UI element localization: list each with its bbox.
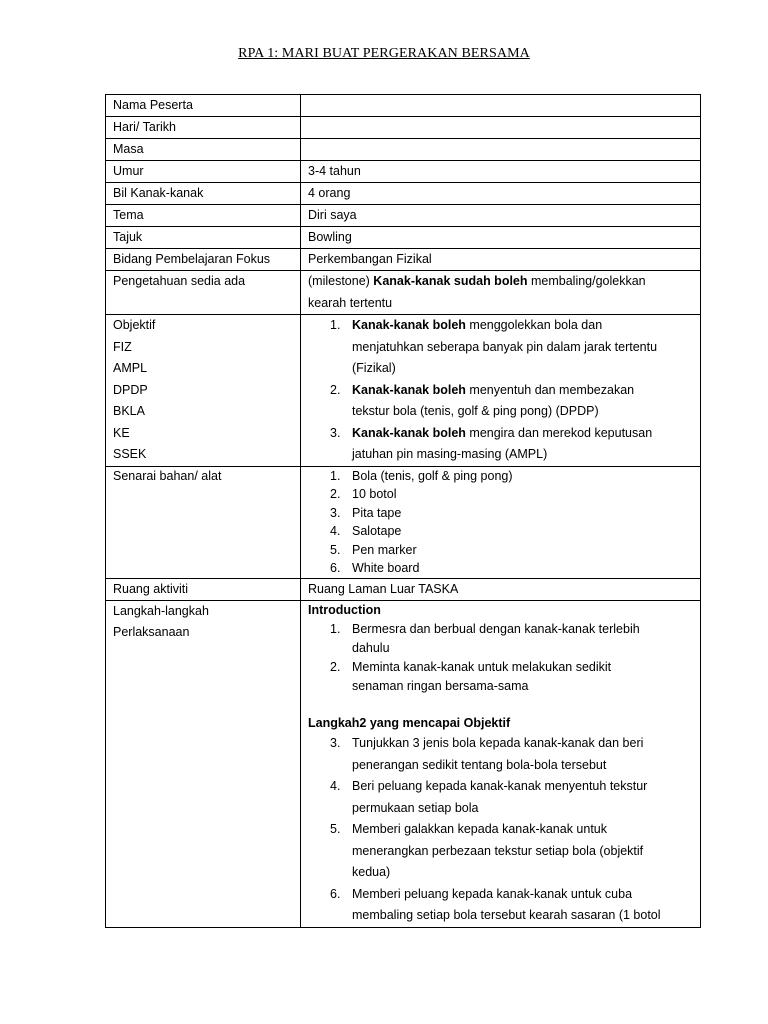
field-label: Bil Kanak-kanak: [106, 183, 301, 205]
materials-label: Senarai bahan/ alat: [106, 466, 301, 579]
field-label: Tema: [106, 205, 301, 227]
step-item: 1. Bermesra dan berbual dengan kanak-kanak terlebih dahulu: [330, 622, 640, 656]
objectives-row: [106, 315, 701, 467]
form-row: [106, 249, 701, 271]
material-item: 4. Salotape: [330, 524, 402, 539]
objective-item: 3. Kanak-kanak boleh mengira dan merekod keputusan jatuhan pin masing-masing (AMPL): [330, 425, 653, 461]
steps-label: Langkah-langkah Perlaksanaan: [106, 601, 301, 928]
document-title: RPA 1: MARI BUAT PERGERAKAN BERSAMA: [238, 46, 530, 61]
field-value: Bowling: [301, 227, 701, 249]
form-row: [106, 117, 701, 139]
objective-item: 1. Kanak-kanak boleh menggolekkan bola dan menjatuhkan seberapa banyak pin dalam jarak tertentu (Fizikal): [330, 318, 658, 375]
step-item: 5. Memberi galakkan kepada kanak-kanak untuk menerangkan perbezaan tekstur setiap bola (objektif kedua): [330, 822, 644, 880]
materials-row: [106, 466, 701, 579]
material-item: 3. Pita tape: [330, 505, 402, 520]
field-label: Bidang Pembelajaran Fokus: [106, 249, 301, 271]
material-item: 6. White board: [330, 561, 420, 576]
step-item: 6. Memberi peluang kepada kanak-kanak untuk cuba membaling setiap bola tersebut kearah sasaran (1 botol: [330, 886, 661, 923]
steps-cell: [301, 601, 701, 928]
form-row: [106, 227, 701, 249]
objectives-list-cell: [301, 315, 701, 467]
field-label: Masa: [106, 139, 301, 161]
form-row: [106, 95, 701, 117]
field-value: Perkembangan Fizikal: [301, 249, 701, 271]
activity-space-label: Ruang aktiviti: [106, 579, 301, 601]
field-value: [301, 95, 701, 117]
lesson-plan-table: [105, 94, 701, 928]
objective-item: 2. Kanak-kanak boleh menyentuh dan membezakan tekstur bola (tenis, golf & ping pong) (DPDP): [330, 382, 635, 418]
form-row: [106, 161, 701, 183]
intro-steps-list: [308, 620, 694, 696]
activity-space-row: [106, 579, 701, 601]
objectives-list: [308, 315, 694, 466]
objectives-label: Objektif FIZ AMPL DPDP BKLA KE SSEK: [106, 315, 301, 467]
field-value: [301, 139, 701, 161]
field-label: Hari/ Tarikh: [106, 117, 301, 139]
field-value: [301, 117, 701, 139]
main-steps-heading: Langkah2 yang mencapai Objektif: [308, 716, 511, 731]
material-item: 2. 10 botol: [330, 487, 397, 502]
material-item: 1. Bola (tenis, golf & ping pong): [330, 468, 513, 483]
step-item: 2. Meminta kanak-kanak untuk melakukan sedikit senaman ringan bersama-sama: [330, 660, 612, 694]
field-value: 4 orang: [301, 183, 701, 205]
intro-heading: Introduction: [308, 603, 381, 618]
materials-list-cell: [301, 466, 701, 579]
prior-knowledge-value: (milestone) Kanak-kanak sudah boleh membaling/golekkan kearah tertentu: [301, 271, 701, 315]
steps-row: [106, 601, 701, 928]
form-row: [106, 205, 701, 227]
prior-knowledge-label: Pengetahuan sedia ada: [106, 271, 301, 315]
form-row: [106, 183, 701, 205]
form-row: [106, 139, 701, 161]
field-label: Umur: [106, 161, 301, 183]
prior-knowledge-row: [106, 271, 701, 315]
field-value: Diri saya: [301, 205, 701, 227]
field-label: Nama Peserta: [106, 95, 301, 117]
material-item: 5. Pen marker: [330, 542, 417, 557]
activity-space-value: Ruang Laman Luar TASKA: [301, 579, 701, 601]
field-label: Tajuk: [106, 227, 301, 249]
field-value: 3-4 tahun: [301, 161, 701, 183]
main-steps-list: [308, 733, 694, 927]
materials-list: [308, 467, 694, 579]
step-item: 3. Tunjukkan 3 jenis bola kepada kanak-kanak dan beri penerangan sedikit tentang bola-bola tersebut: [330, 736, 644, 772]
step-item: 4. Beri peluang kepada kanak-kanak menyentuh tekstur permukaan setiap bola: [330, 779, 648, 815]
